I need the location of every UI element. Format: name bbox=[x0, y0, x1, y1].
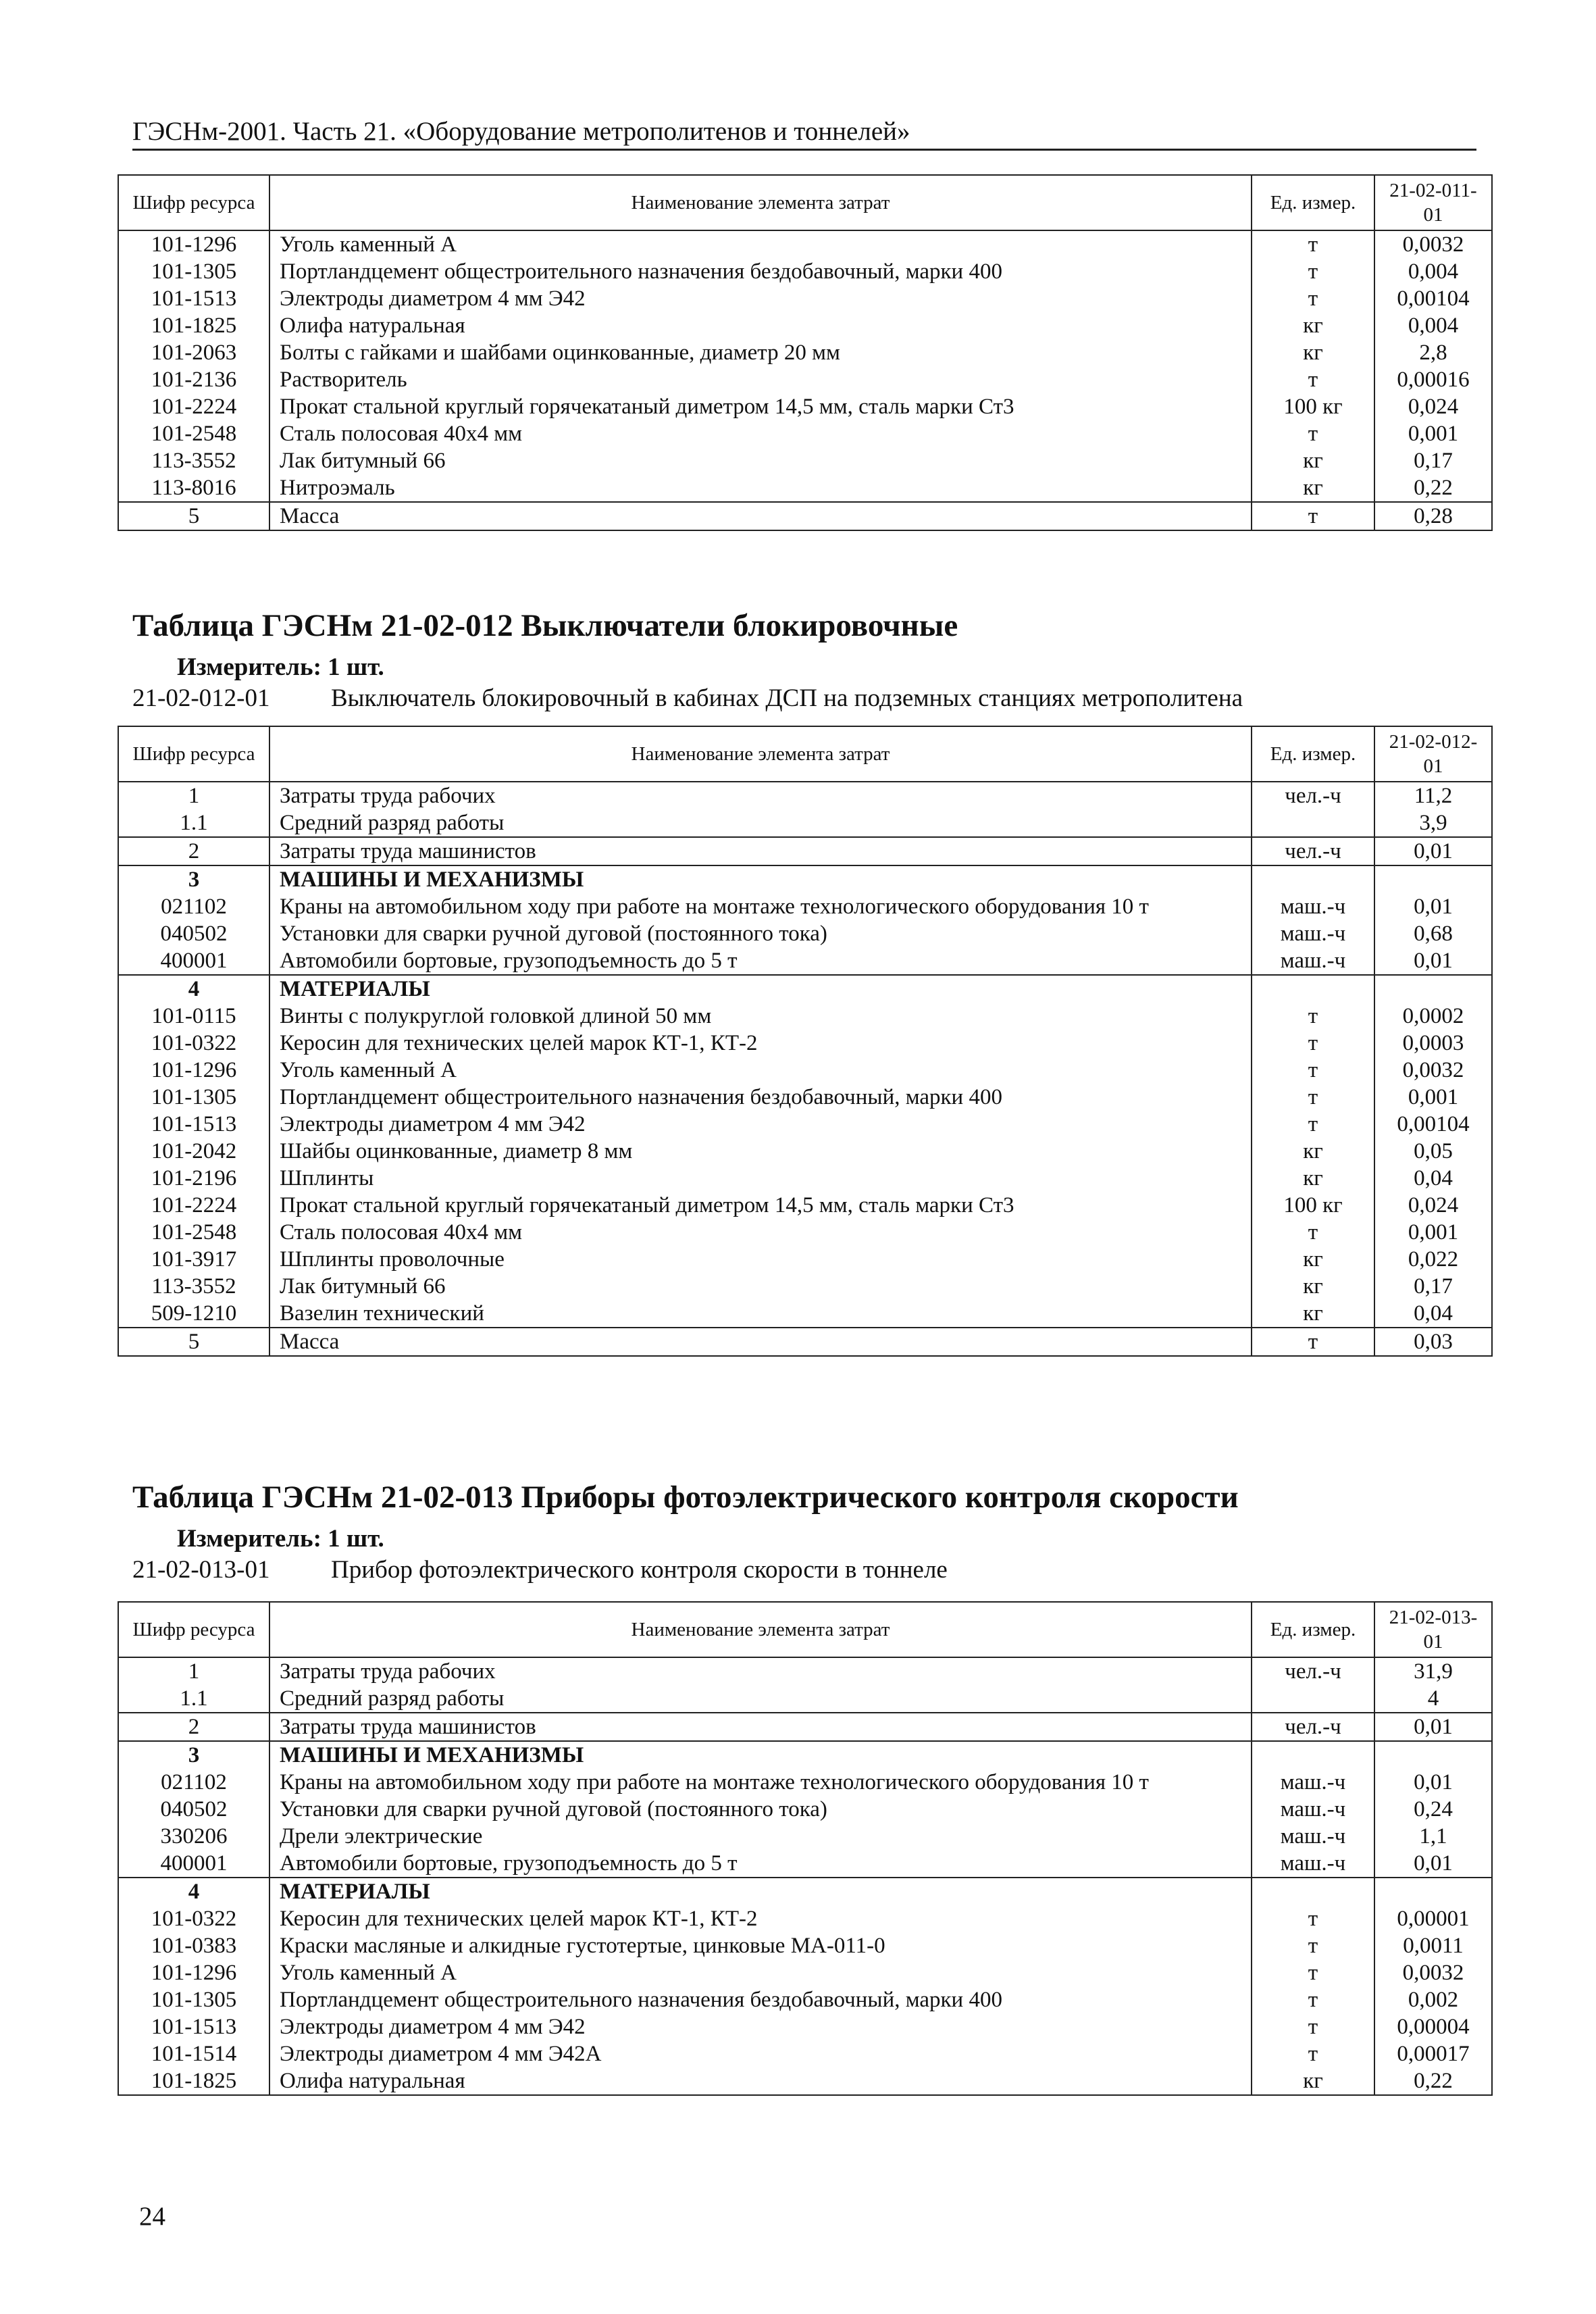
unit-cell: т bbox=[1252, 1932, 1374, 1959]
value-cell: 0,004 bbox=[1374, 258, 1492, 285]
unit-cell: кг bbox=[1252, 1138, 1374, 1165]
name-cell: МАТЕРИАЛЫ bbox=[269, 1878, 1252, 1905]
name-cell: Электроды диаметром 4 мм Э42 bbox=[269, 285, 1252, 312]
unit-cell: кг bbox=[1252, 339, 1374, 366]
column-header-norm: 21-02-013-01 bbox=[1374, 1602, 1492, 1657]
column-header-code: Шифр ресурса bbox=[118, 175, 269, 230]
unit-cell bbox=[1252, 809, 1374, 837]
unit-cell bbox=[1252, 1878, 1374, 1905]
table-row bbox=[118, 1300, 1492, 1328]
subtitle-code: 21-02-013-01 bbox=[132, 1556, 270, 1584]
table-row bbox=[118, 1057, 1492, 1084]
table-subtitle bbox=[132, 1555, 948, 1585]
table-row bbox=[118, 1219, 1492, 1246]
code-cell: 101-0115 bbox=[118, 1003, 269, 1030]
code-cell: 1 bbox=[118, 782, 269, 809]
value-cell: 0,0011 bbox=[1374, 1932, 1492, 1959]
column-header-unit: Ед. измер. bbox=[1252, 726, 1374, 782]
name-cell: МАШИНЫ И МЕХАНИЗМЫ bbox=[269, 865, 1252, 893]
value-cell: 0,01 bbox=[1374, 837, 1492, 865]
name-cell: Шплинты проволочные bbox=[269, 1246, 1252, 1273]
name-cell: Лак битумный 66 bbox=[269, 1273, 1252, 1300]
value-cell: 11,2 bbox=[1374, 782, 1492, 809]
table-body bbox=[118, 230, 1492, 530]
unit-cell: маш.-ч bbox=[1252, 1850, 1374, 1878]
name-cell: Электроды диаметром 4 мм Э42 bbox=[269, 1111, 1252, 1138]
value-cell: 0,0032 bbox=[1374, 1959, 1492, 1986]
code-cell: 5 bbox=[118, 1328, 269, 1356]
table-row bbox=[118, 893, 1492, 920]
table-row bbox=[118, 1685, 1492, 1713]
table-row bbox=[118, 1713, 1492, 1741]
name-cell: Масса bbox=[269, 1328, 1252, 1356]
table-row bbox=[118, 1986, 1492, 2013]
table-row bbox=[118, 2067, 1492, 2095]
name-cell: Дрели электрические bbox=[269, 1823, 1252, 1850]
code-cell: 101-1825 bbox=[118, 312, 269, 339]
code-cell: 101-1514 bbox=[118, 2040, 269, 2067]
table-row bbox=[118, 474, 1492, 502]
unit-cell: кг bbox=[1252, 474, 1374, 502]
unit-cell: т bbox=[1252, 1328, 1374, 1356]
table-row bbox=[118, 366, 1492, 393]
name-cell: Затраты труда рабочих bbox=[269, 782, 1252, 809]
value-cell: 0,0032 bbox=[1374, 1057, 1492, 1084]
value-cell: 0,01 bbox=[1374, 947, 1492, 975]
table-row bbox=[118, 420, 1492, 447]
subtitle-code: 21-02-012-01 bbox=[132, 684, 270, 712]
name-cell: Вазелин технический bbox=[269, 1300, 1252, 1328]
code-cell: 101-0383 bbox=[118, 1932, 269, 1959]
value-cell bbox=[1374, 975, 1492, 1003]
code-cell: 509-1210 bbox=[118, 1300, 269, 1328]
name-cell: Уголь каменный А bbox=[269, 230, 1252, 258]
table-row bbox=[118, 1657, 1492, 1685]
table-row bbox=[118, 285, 1492, 312]
name-cell: Болты с гайками и шайбами оцинкованные, диаметр 20 мм bbox=[269, 339, 1252, 366]
code-cell: 021102 bbox=[118, 893, 269, 920]
value-cell: 31,9 bbox=[1374, 1657, 1492, 1685]
code-cell: 400001 bbox=[118, 947, 269, 975]
unit-cell: чел.-ч bbox=[1252, 1713, 1374, 1741]
table-row bbox=[118, 920, 1492, 947]
code-cell: 101-2042 bbox=[118, 1138, 269, 1165]
name-cell: Портландцемент общестроительного назначения бездобавочный, марки 400 bbox=[269, 258, 1252, 285]
unit-cell: кг bbox=[1252, 1246, 1374, 1273]
code-cell: 4 bbox=[118, 1878, 269, 1905]
column-header-unit: Ед. измер. bbox=[1252, 1602, 1374, 1657]
name-cell: Электроды диаметром 4 мм Э42 bbox=[269, 2013, 1252, 2040]
code-cell: 1 bbox=[118, 1657, 269, 1685]
subtitle-name: Прибор фотоэлектрического контроля скорости в тоннеле bbox=[331, 1556, 948, 1584]
code-cell: 330206 bbox=[118, 1823, 269, 1850]
unit-cell: кг bbox=[1252, 1165, 1374, 1192]
value-cell: 0,00016 bbox=[1374, 366, 1492, 393]
table-title: Таблица ГЭСНм 21-02-012 Выключатели блокировочные bbox=[132, 608, 958, 643]
column-header-code: Шифр ресурса bbox=[118, 726, 269, 782]
column-header-unit: Ед. измер. bbox=[1252, 175, 1374, 230]
code-cell: 2 bbox=[118, 1713, 269, 1741]
cost-table-21-02-012 bbox=[118, 726, 1493, 1357]
unit-cell: т bbox=[1252, 2040, 1374, 2067]
page-number: 24 bbox=[139, 2202, 165, 2231]
unit-cell: т bbox=[1252, 2013, 1374, 2040]
value-cell: 0,0003 bbox=[1374, 1030, 1492, 1057]
code-cell: 400001 bbox=[118, 1850, 269, 1878]
code-cell: 3 bbox=[118, 865, 269, 893]
code-cell: 101-2196 bbox=[118, 1165, 269, 1192]
unit-cell bbox=[1252, 1741, 1374, 1769]
column-header-name: Наименование элемента затрат bbox=[269, 175, 1252, 230]
code-cell: 101-1825 bbox=[118, 2067, 269, 2095]
code-cell: 5 bbox=[118, 502, 269, 530]
table-subtitle bbox=[132, 684, 1243, 713]
unit-cell: кг bbox=[1252, 447, 1374, 474]
table-row bbox=[118, 2013, 1492, 2040]
table-row bbox=[118, 782, 1492, 809]
value-cell: 0,00104 bbox=[1374, 285, 1492, 312]
table-row bbox=[118, 312, 1492, 339]
name-cell: Шайбы оцинкованные, диаметр 8 мм bbox=[269, 1138, 1252, 1165]
name-cell: Шплинты bbox=[269, 1165, 1252, 1192]
table-row bbox=[118, 1905, 1492, 1932]
code-cell: 101-0322 bbox=[118, 1905, 269, 1932]
table-row bbox=[118, 230, 1492, 258]
code-cell: 040502 bbox=[118, 1796, 269, 1823]
table-title: Таблица ГЭСНм 21-02-013 Приборы фотоэлектрического контроля скорости bbox=[132, 1480, 1239, 1515]
unit-cell: кг bbox=[1252, 1273, 1374, 1300]
value-cell: 0,01 bbox=[1374, 1769, 1492, 1796]
name-cell: Сталь полосовая 40х4 мм bbox=[269, 1219, 1252, 1246]
unit-cell bbox=[1252, 865, 1374, 893]
value-cell: 4 bbox=[1374, 1685, 1492, 1713]
cost-table-21-02-011 bbox=[118, 174, 1493, 531]
value-cell: 0,22 bbox=[1374, 474, 1492, 502]
unit-cell: 100 кг bbox=[1252, 1192, 1374, 1219]
value-cell: 0,22 bbox=[1374, 2067, 1492, 2095]
value-cell: 0,01 bbox=[1374, 893, 1492, 920]
code-cell: 101-2548 bbox=[118, 1219, 269, 1246]
table-row bbox=[118, 1246, 1492, 1273]
unit-cell: кг bbox=[1252, 1300, 1374, 1328]
name-cell: Затраты труда машинистов bbox=[269, 1713, 1252, 1741]
unit-cell: маш.-ч bbox=[1252, 893, 1374, 920]
subtitle-name: Выключатель блокировочный в кабинах ДСП на подземных станциях метрополитена bbox=[331, 684, 1243, 712]
code-cell: 113-3552 bbox=[118, 447, 269, 474]
unit-cell: т bbox=[1252, 285, 1374, 312]
unit-cell bbox=[1252, 975, 1374, 1003]
table-meter: Измеритель: 1 шт. bbox=[177, 1525, 384, 1553]
unit-cell: 100 кг bbox=[1252, 393, 1374, 420]
code-cell: 101-2224 bbox=[118, 393, 269, 420]
name-cell: Масса bbox=[269, 502, 1252, 530]
name-cell: МАТЕРИАЛЫ bbox=[269, 975, 1252, 1003]
value-cell: 0,28 bbox=[1374, 502, 1492, 530]
unit-cell: кг bbox=[1252, 312, 1374, 339]
code-cell: 113-3552 bbox=[118, 1273, 269, 1300]
name-cell: Средний разряд работы bbox=[269, 1685, 1252, 1713]
name-cell: Олифа натуральная bbox=[269, 312, 1252, 339]
unit-cell: т bbox=[1252, 1959, 1374, 1986]
table-row bbox=[118, 1138, 1492, 1165]
code-cell: 101-2548 bbox=[118, 420, 269, 447]
code-cell: 101-1513 bbox=[118, 2013, 269, 2040]
name-cell: Лак битумный 66 bbox=[269, 447, 1252, 474]
table-row bbox=[118, 865, 1492, 893]
table-row bbox=[118, 1273, 1492, 1300]
name-cell: Автомобили бортовые, грузоподъемность до 5 т bbox=[269, 1850, 1252, 1878]
value-cell: 3,9 bbox=[1374, 809, 1492, 837]
table-body bbox=[118, 782, 1492, 1356]
value-cell: 0,03 bbox=[1374, 1328, 1492, 1356]
code-cell: 101-2224 bbox=[118, 1192, 269, 1219]
unit-cell: т bbox=[1252, 1057, 1374, 1084]
name-cell: Керосин для технических целей марок КТ-1, КТ-2 bbox=[269, 1905, 1252, 1932]
unit-cell: т bbox=[1252, 1084, 1374, 1111]
table-row bbox=[118, 1741, 1492, 1769]
code-cell: 101-1296 bbox=[118, 1959, 269, 1986]
code-cell: 101-1513 bbox=[118, 285, 269, 312]
value-cell: 0,04 bbox=[1374, 1300, 1492, 1328]
code-cell: 101-1305 bbox=[118, 1986, 269, 2013]
value-cell: 0,05 bbox=[1374, 1138, 1492, 1165]
cost-table-21-02-013 bbox=[118, 1601, 1493, 2096]
name-cell: Затраты труда машинистов bbox=[269, 837, 1252, 865]
table-row bbox=[118, 2040, 1492, 2067]
value-cell: 0,04 bbox=[1374, 1165, 1492, 1192]
name-cell: Установки для сварки ручной дуговой (постоянного тока) bbox=[269, 1796, 1252, 1823]
unit-cell: т bbox=[1252, 366, 1374, 393]
value-cell: 0,68 bbox=[1374, 920, 1492, 947]
name-cell: Электроды диаметром 4 мм Э42А bbox=[269, 2040, 1252, 2067]
name-cell: Уголь каменный А bbox=[269, 1959, 1252, 1986]
column-header-norm: 21-02-012-01 bbox=[1374, 726, 1492, 782]
code-cell: 1.1 bbox=[118, 1685, 269, 1713]
value-cell: 0,001 bbox=[1374, 1084, 1492, 1111]
value-cell: 0,001 bbox=[1374, 420, 1492, 447]
unit-cell: кг bbox=[1252, 2067, 1374, 2095]
unit-cell: чел.-ч bbox=[1252, 782, 1374, 809]
value-cell: 0,024 bbox=[1374, 1192, 1492, 1219]
unit-cell: т bbox=[1252, 1986, 1374, 2013]
value-cell: 1,1 bbox=[1374, 1823, 1492, 1850]
name-cell: Сталь полосовая 40х4 мм bbox=[269, 420, 1252, 447]
table-row bbox=[118, 1823, 1492, 1850]
unit-cell: маш.-ч bbox=[1252, 1769, 1374, 1796]
unit-cell: чел.-ч bbox=[1252, 1657, 1374, 1685]
code-cell: 3 bbox=[118, 1741, 269, 1769]
value-cell: 0,01 bbox=[1374, 1850, 1492, 1878]
table-row bbox=[118, 258, 1492, 285]
value-cell: 0,001 bbox=[1374, 1219, 1492, 1246]
name-cell: Краны на автомобильном ходу при работе на монтаже технологического оборудования 10 т bbox=[269, 1769, 1252, 1796]
unit-cell: т bbox=[1252, 1003, 1374, 1030]
code-cell: 021102 bbox=[118, 1769, 269, 1796]
value-cell: 0,24 bbox=[1374, 1796, 1492, 1823]
value-cell: 0,00004 bbox=[1374, 2013, 1492, 2040]
code-cell: 101-1305 bbox=[118, 258, 269, 285]
code-cell: 101-2063 bbox=[118, 339, 269, 366]
table-row bbox=[118, 447, 1492, 474]
code-cell: 101-1513 bbox=[118, 1111, 269, 1138]
page-header: ГЭСНм-2001. Часть 21. «Оборудование метрополитенов и тоннелей» bbox=[132, 116, 1476, 151]
code-cell: 040502 bbox=[118, 920, 269, 947]
name-cell: Винты с полукруглой головкой длиной 50 мм bbox=[269, 1003, 1252, 1030]
value-cell bbox=[1374, 865, 1492, 893]
unit-cell: маш.-ч bbox=[1252, 1823, 1374, 1850]
column-header-norm: 21-02-011-01 bbox=[1374, 175, 1492, 230]
table-row bbox=[118, 1932, 1492, 1959]
name-cell: Керосин для технических целей марок КТ-1, КТ-2 bbox=[269, 1030, 1252, 1057]
table-row bbox=[118, 339, 1492, 366]
name-cell: Олифа натуральная bbox=[269, 2067, 1252, 2095]
unit-cell: маш.-ч bbox=[1252, 947, 1374, 975]
column-header-code: Шифр ресурса bbox=[118, 1602, 269, 1657]
unit-cell: чел.-ч bbox=[1252, 837, 1374, 865]
name-cell: Прокат стальной круглый горячекатаный диметром 14,5 мм, сталь марки Ст3 bbox=[269, 393, 1252, 420]
code-cell: 101-1296 bbox=[118, 230, 269, 258]
code-cell: 2 bbox=[118, 837, 269, 865]
table-row bbox=[118, 1328, 1492, 1356]
unit-cell: т bbox=[1252, 1111, 1374, 1138]
value-cell: 0,0032 bbox=[1374, 230, 1492, 258]
table-row bbox=[118, 1769, 1492, 1796]
unit-cell: маш.-ч bbox=[1252, 920, 1374, 947]
table-row bbox=[118, 1165, 1492, 1192]
table-body bbox=[118, 1657, 1492, 2095]
table-row bbox=[118, 1192, 1492, 1219]
name-cell: Средний разряд работы bbox=[269, 809, 1252, 837]
unit-cell: т bbox=[1252, 1030, 1374, 1057]
table-row bbox=[118, 947, 1492, 975]
value-cell: 0,002 bbox=[1374, 1986, 1492, 2013]
code-cell: 101-1296 bbox=[118, 1057, 269, 1084]
unit-cell bbox=[1252, 1685, 1374, 1713]
name-cell: Установки для сварки ручной дуговой (постоянного тока) bbox=[269, 920, 1252, 947]
value-cell: 0,022 bbox=[1374, 1246, 1492, 1273]
name-cell: Уголь каменный А bbox=[269, 1057, 1252, 1084]
unit-cell: т bbox=[1252, 258, 1374, 285]
name-cell: МАШИНЫ И МЕХАНИЗМЫ bbox=[269, 1741, 1252, 1769]
name-cell: Затраты труда рабочих bbox=[269, 1657, 1252, 1685]
value-cell: 0,01 bbox=[1374, 1713, 1492, 1741]
name-cell: Прокат стальной круглый горячекатаный диметром 14,5 мм, сталь марки Ст3 bbox=[269, 1192, 1252, 1219]
name-cell: Портландцемент общестроительного назначения бездобавочный, марки 400 bbox=[269, 1084, 1252, 1111]
table-row bbox=[118, 1084, 1492, 1111]
code-cell: 113-8016 bbox=[118, 474, 269, 502]
value-cell bbox=[1374, 1878, 1492, 1905]
table-row bbox=[118, 1030, 1492, 1057]
name-cell: Портландцемент общестроительного назначения бездобавочный, марки 400 bbox=[269, 1986, 1252, 2013]
value-cell: 0,17 bbox=[1374, 1273, 1492, 1300]
table-row bbox=[118, 502, 1492, 530]
value-cell: 0,17 bbox=[1374, 447, 1492, 474]
column-header-name: Наименование элемента затрат bbox=[269, 1602, 1252, 1657]
table-row bbox=[118, 1796, 1492, 1823]
code-cell: 101-0322 bbox=[118, 1030, 269, 1057]
code-cell: 1.1 bbox=[118, 809, 269, 837]
table-row bbox=[118, 1850, 1492, 1878]
unit-cell: т bbox=[1252, 230, 1374, 258]
code-cell: 101-1305 bbox=[118, 1084, 269, 1111]
table-row bbox=[118, 1111, 1492, 1138]
table-row bbox=[118, 975, 1492, 1003]
code-cell: 4 bbox=[118, 975, 269, 1003]
value-cell: 0,00017 bbox=[1374, 2040, 1492, 2067]
name-cell: Растворитель bbox=[269, 366, 1252, 393]
value-cell: 2,8 bbox=[1374, 339, 1492, 366]
value-cell: 0,024 bbox=[1374, 393, 1492, 420]
value-cell: 0,0002 bbox=[1374, 1003, 1492, 1030]
table-meter: Измеритель: 1 шт. bbox=[177, 653, 384, 681]
name-cell: Автомобили бортовые, грузоподъемность до 5 т bbox=[269, 947, 1252, 975]
table-row bbox=[118, 837, 1492, 865]
unit-cell: т bbox=[1252, 502, 1374, 530]
unit-cell: т bbox=[1252, 420, 1374, 447]
table-row bbox=[118, 1959, 1492, 1986]
code-cell: 101-3917 bbox=[118, 1246, 269, 1273]
column-header-name: Наименование элемента затрат bbox=[269, 726, 1252, 782]
value-cell: 0,004 bbox=[1374, 312, 1492, 339]
table-row bbox=[118, 1878, 1492, 1905]
name-cell: Краны на автомобильном ходу при работе на монтаже технологического оборудования 10 т bbox=[269, 893, 1252, 920]
table-row bbox=[118, 809, 1492, 837]
unit-cell: т bbox=[1252, 1905, 1374, 1932]
name-cell: Краски масляные и алкидные густотертые, цинковые МА-011-0 bbox=[269, 1932, 1252, 1959]
unit-cell: т bbox=[1252, 1219, 1374, 1246]
table-row bbox=[118, 1003, 1492, 1030]
value-cell: 0,00104 bbox=[1374, 1111, 1492, 1138]
unit-cell: маш.-ч bbox=[1252, 1796, 1374, 1823]
code-cell: 101-2136 bbox=[118, 366, 269, 393]
table-row bbox=[118, 393, 1492, 420]
name-cell: Нитроэмаль bbox=[269, 474, 1252, 502]
value-cell bbox=[1374, 1741, 1492, 1769]
value-cell: 0,00001 bbox=[1374, 1905, 1492, 1932]
